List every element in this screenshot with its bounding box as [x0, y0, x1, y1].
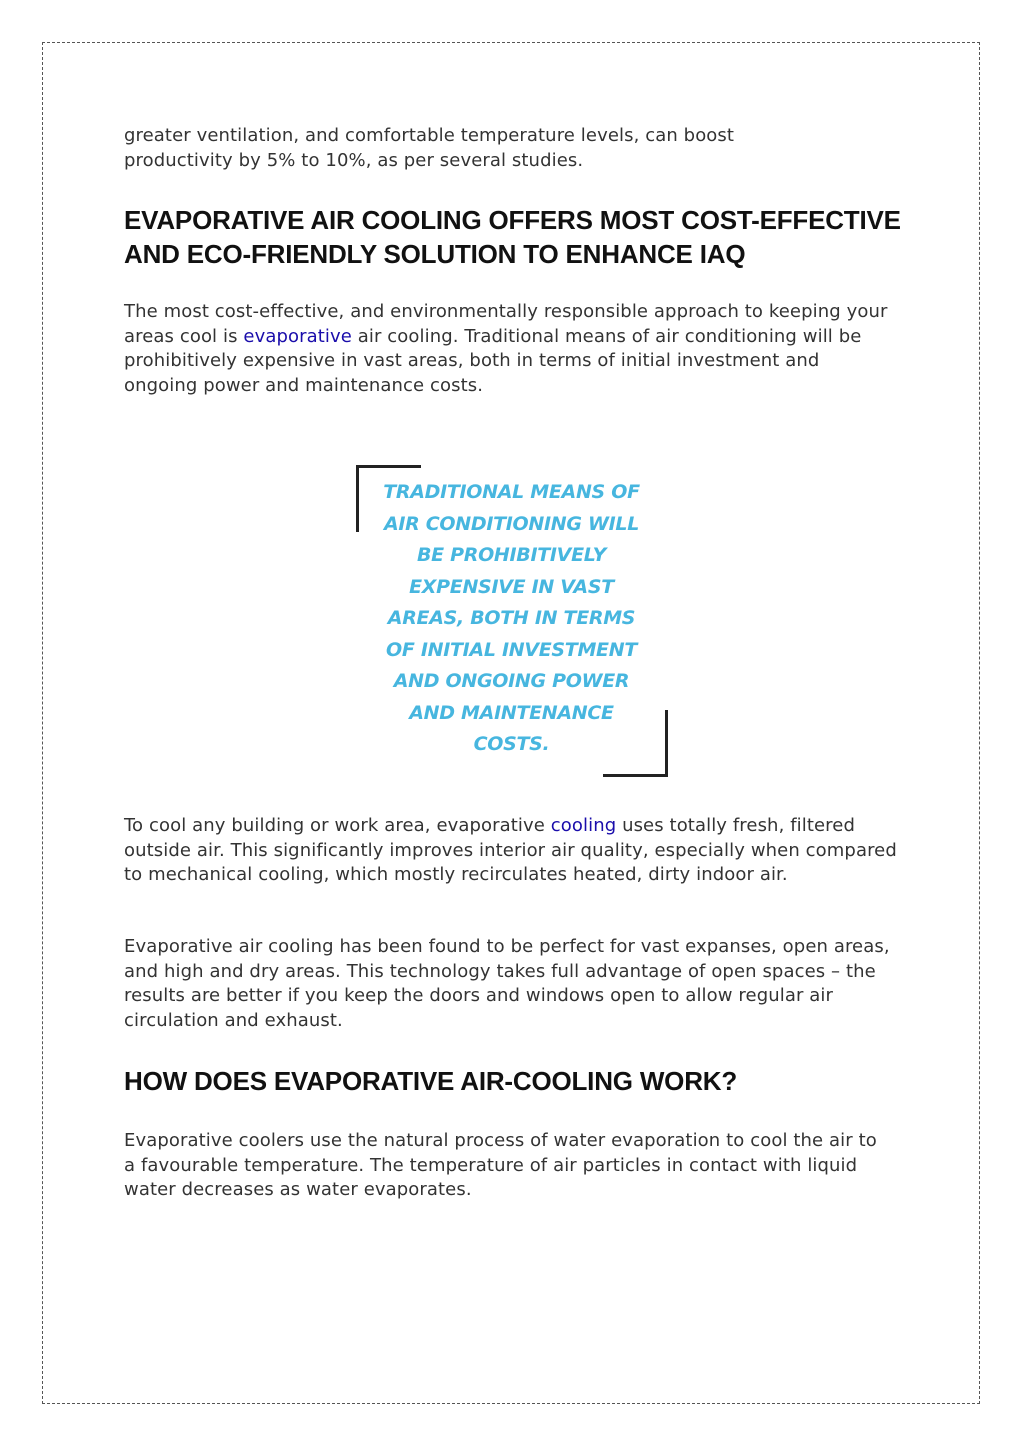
quote-line: BE PROHIBITIVELY [416, 544, 607, 566]
how-it-works-paragraph: Evaporative coolers use the natural process of water evaporation to cool the air to a favourable temperature. The temperature of air particles in contact with liquid water decreases as water evaporates. [124, 1130, 877, 1200]
section-heading-how-it-works: HOW DOES EVAPORATIVE AIR-COOLING WORK? [124, 1066, 738, 1096]
open-areas-paragraph: Evaporative air cooling has been found to be perfect for vast expanses, open areas, and high and dry areas. This technology takes full advantage of open spaces – the results are better if you keep the doors and windows open to allow regular air circulation and exhaust. [124, 936, 890, 1031]
intro-paragraph: greater ventilation, and comfortable temperature levels, can boost productivity by 5% to 10%, as per several studies. [124, 125, 735, 171]
quote-line: TRADITIONAL MEANS OF [383, 481, 640, 503]
quote-line: OF INITIAL INVESTMENT [386, 638, 637, 661]
quote-line: AIR CONDITIONING WILL [383, 512, 640, 535]
paragraph-text: air cooling. Traditional means of air conditioning will be prohibitively expensive in vast areas, both in terms of initial investment and ongoing power and maintenance costs. [124, 325, 862, 396]
quote-text [370, 477, 653, 761]
evaporative-link[interactable]: evaporative [243, 325, 352, 347]
section-heading-cost-effective [124, 203, 924, 271]
quote-image [350, 460, 675, 785]
quote-line: COSTS. [473, 733, 550, 755]
quote-line: EXPENSIVE IN VAST [409, 575, 614, 598]
quote-line: AND MAINTENANCE [409, 701, 614, 724]
paragraph-text: uses totally fresh, filtered outside air. This significantly improves interior air quality, especially when compared to mechanical cooling, which mostly recirculates heated, dirty indoor air. [124, 815, 897, 885]
fresh-air-paragraph [124, 814, 899, 888]
quote-line: AREAS, BOTH IN TERMS [387, 607, 636, 629]
quote-line: AND ONGOING POWER [393, 670, 630, 692]
cooling-link[interactable]: cooling [550, 815, 617, 836]
cost-effective-paragraph [124, 300, 894, 398]
heading-line-1: EVAPORATIVE AIR COOLING OFFERS MOST COST-EFFECTIVE [124, 205, 901, 235]
heading-line-2: AND ECO-FRIENDLY SOLUTION TO ENHANCE IAQ [124, 239, 746, 269]
paragraph-text: The most cost-effective, and environmentally responsible approach to keeping your areas cool is [124, 301, 888, 347]
paragraph-text: To cool any building or work area, evaporative [124, 815, 551, 836]
